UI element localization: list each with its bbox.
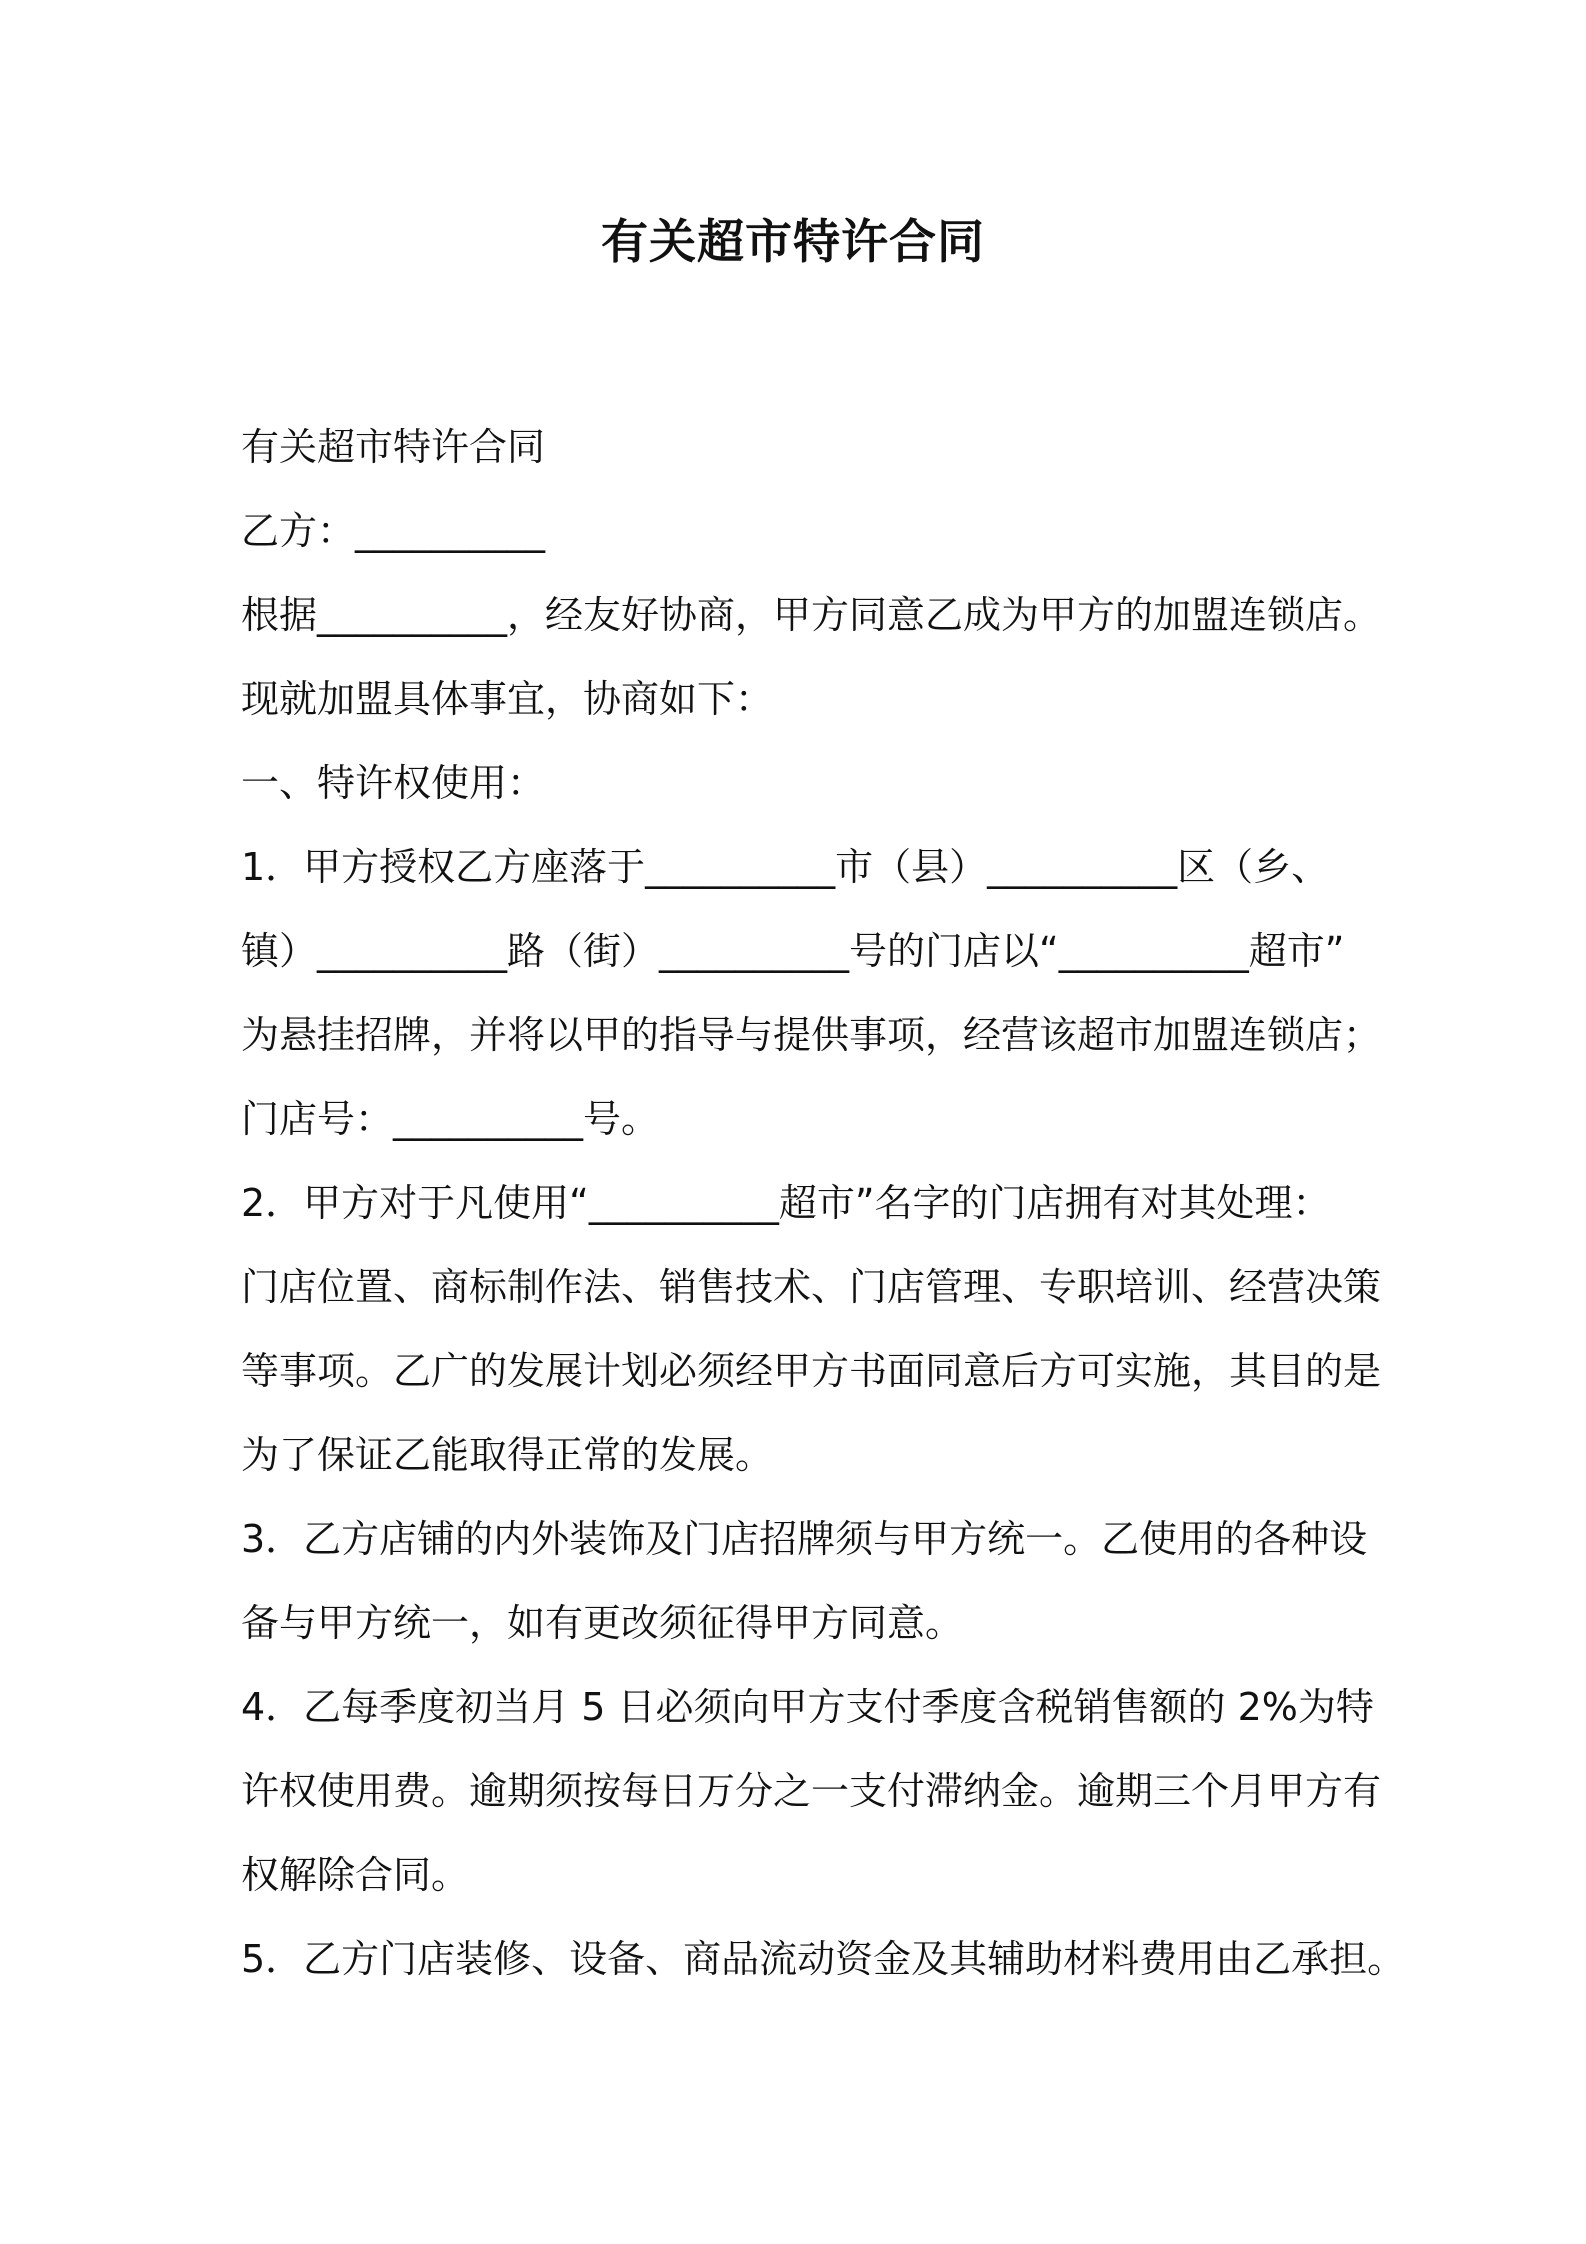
clause-2-line: 为了保证乙能取得正常的发展。 xyxy=(241,1433,774,1477)
clause-1-line: 门店号：__________号。 xyxy=(241,1097,660,1141)
clause-4-line: 4．乙每季度初当月 5 日必须向甲方支付季度含税销售额的 2%为特 xyxy=(241,1685,1374,1729)
clause-1-line: 为悬挂招牌，并将以甲的指导与提供事项，经营该超市加盟连锁店； xyxy=(241,1013,1382,1057)
clause-4-line: 许权使用费。逾期须按每日万分之一支付滞纳金。逾期三个月甲方有 xyxy=(241,1769,1382,1813)
body-line-party-b: 乙方：__________ xyxy=(241,509,546,553)
document-title: 有关超市特许合同 xyxy=(601,215,985,270)
clause-2-line: 门店位置、商标制作法、销售技术、门店管理、专职培训、经营决策 xyxy=(241,1265,1382,1309)
clause-1-line: 镇）__________路（街）__________号的门店以“__________超市” xyxy=(241,929,1345,973)
clause-2-line: 2．甲方对于凡使用“__________超市”名字的门店拥有对其处理： xyxy=(241,1181,1331,1225)
clause-3-line: 备与甲方统一，如有更改须征得甲方同意。 xyxy=(241,1601,964,1645)
clause-2-line: 等事项。乙广的发展计划必须经甲方书面同意后方可实施，其目的是 xyxy=(241,1349,1382,1393)
section-heading-franchise-use: 一、特许权使用： xyxy=(241,761,546,805)
clause-5-line: 5．乙方门店装修、设备、商品流动资金及其辅助材料费用由乙承担。 xyxy=(241,1937,1406,1981)
clause-3-line: 3．乙方店铺的内外装饰及门店招牌须与甲方统一。乙使用的各种设 xyxy=(241,1517,1368,1561)
clause-1-line: 1．甲方授权乙方座落于__________市（县）__________区（乡、 xyxy=(241,845,1330,889)
clause-4-line: 权解除合同。 xyxy=(241,1853,470,1897)
body-line-basis: 根据__________，经友好协商，甲方同意乙成为甲方的加盟连锁店。 xyxy=(241,593,1382,637)
body-line-intro: 现就加盟具体事宜，协商如下： xyxy=(241,677,774,721)
body-line-subtitle: 有关超市特许合同 xyxy=(241,425,546,469)
document-body xyxy=(241,405,1406,2001)
